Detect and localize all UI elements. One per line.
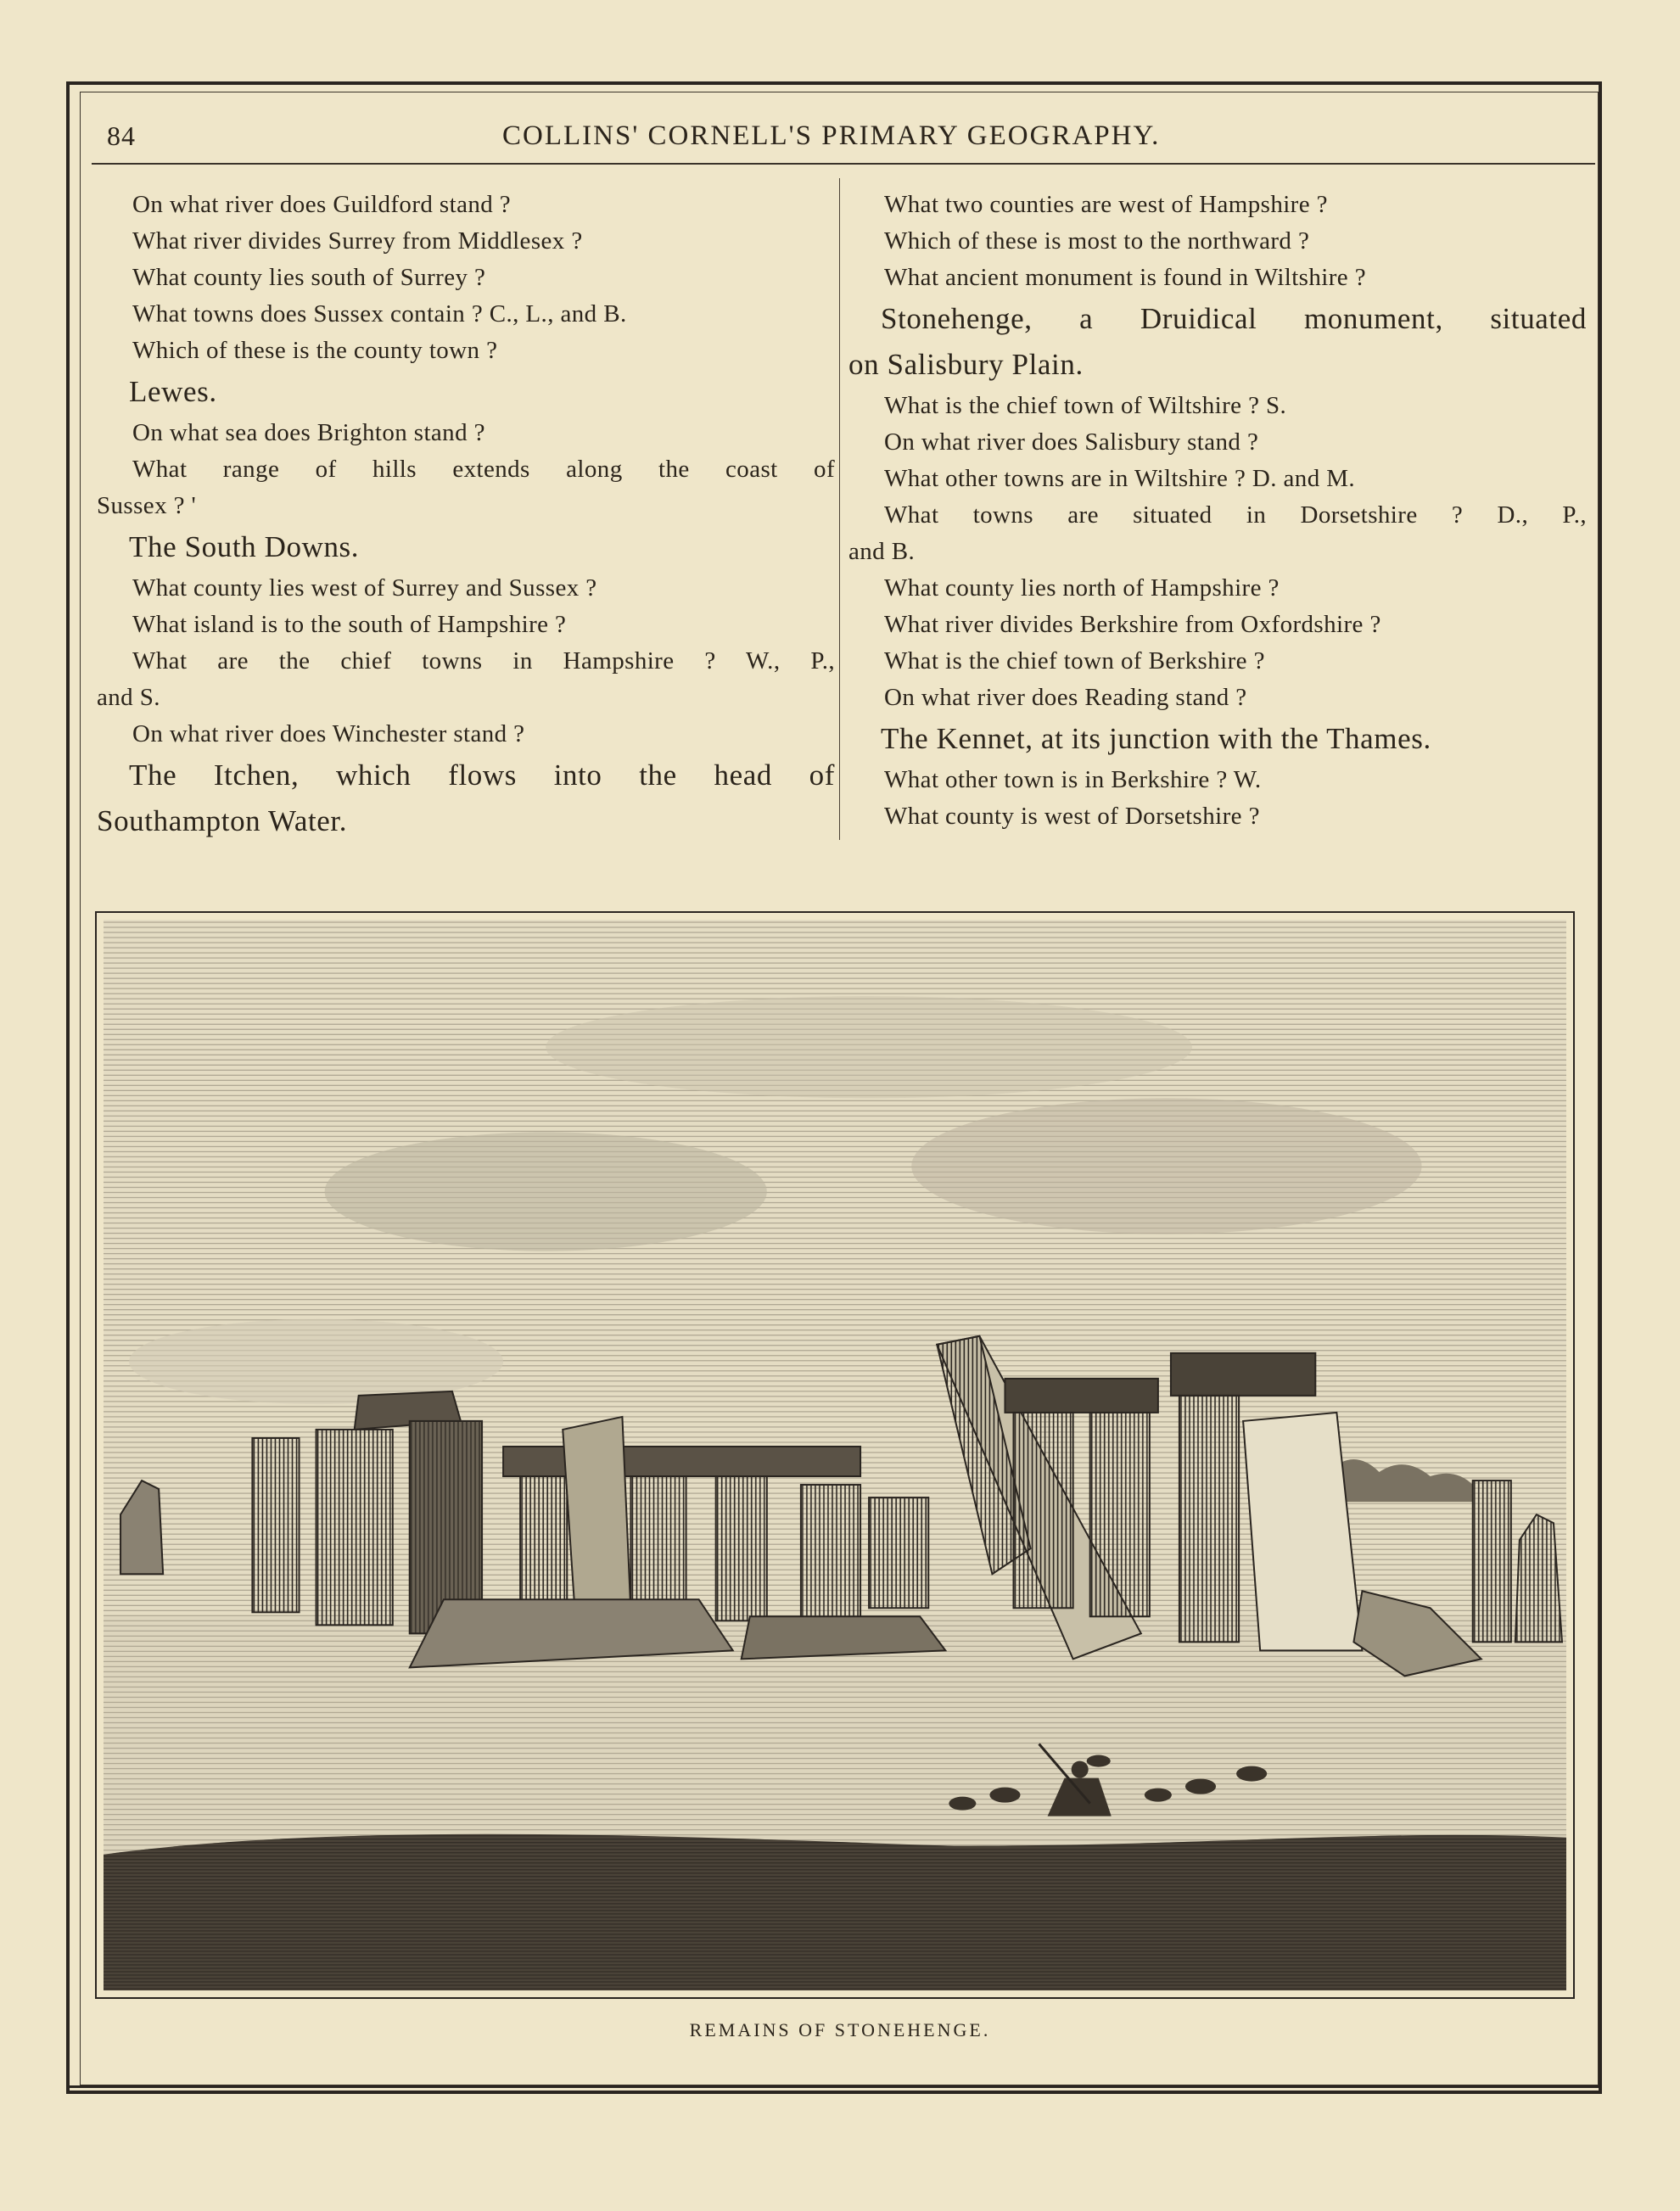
question-line: and B. — [848, 538, 916, 565]
question-line: Which of these is most to the northward ? — [884, 227, 1310, 255]
page-number: 84 — [107, 120, 136, 151]
question-line: What is the chief town of Wiltshire ? S. — [884, 392, 1287, 419]
question-line: and S. — [97, 684, 160, 711]
question-line: What county lies north of Hampshire ? — [884, 574, 1280, 602]
running-title: COLLINS' CORNELL'S PRIMARY GEOGRAPHY. — [502, 120, 1161, 151]
question-line: What are the chief towns in Hampshire ? W., P., — [132, 647, 835, 674]
question-line: Sussex ? ' — [97, 492, 197, 519]
question-line: What river divides Berkshire from Oxfordshire ? — [884, 611, 1381, 638]
question-line: Which of these is the county town ? — [132, 337, 498, 364]
question-line: What towns are situated in Dorsetshire ? D., P., — [884, 501, 1587, 529]
question-line: On what river does Reading stand ? — [884, 684, 1247, 711]
stonehenge-engraving — [95, 911, 1575, 1999]
question-line: What county is west of Dorsetshire ? — [884, 803, 1260, 830]
answer-line: on Salisbury Plain. — [848, 348, 1084, 381]
answer-line: The Kennet, at its junction with the Thames. — [881, 722, 1431, 755]
answer-line: The South Downs. — [129, 530, 360, 563]
question-line: On what river does Guildford stand ? — [132, 191, 512, 218]
cloud — [546, 996, 1192, 1098]
cloud — [325, 1132, 767, 1251]
question-line: On what river does Winchester stand ? — [132, 720, 525, 747]
figure-caption: REMAINS OF STONEHENGE. — [689, 2019, 991, 2040]
question-line: On what river does Salisbury stand ? — [884, 428, 1259, 456]
column-divider — [839, 178, 840, 840]
question-line: What range of hills extends along the coast of — [132, 456, 835, 483]
cloud — [911, 1098, 1421, 1234]
header-rule — [92, 163, 1595, 165]
answer-line: The Itchen, which flows into the head of — [129, 758, 835, 792]
question-line: What ancient monument is found in Wiltshire ? — [884, 264, 1366, 291]
question-line: What river divides Surrey from Middlesex ? — [132, 227, 583, 255]
question-line: What county lies west of Surrey and Sussex ? — [132, 574, 597, 602]
left-column — [97, 187, 835, 844]
question-line: What other town is in Berkshire ? W. — [884, 766, 1262, 793]
answer-line: Stonehenge, a Druidical monument, situated — [881, 302, 1587, 335]
question-line: What two counties are west of Hampshire ? — [884, 191, 1328, 218]
answer-line: Lewes. — [129, 375, 217, 408]
question-line: What other towns are in Wiltshire ? D. and M. — [884, 465, 1356, 492]
question-line: What towns does Sussex contain ? C., L., and B. — [132, 300, 627, 327]
question-line: What is the chief town of Berkshire ? — [884, 647, 1265, 674]
question-line: What county lies south of Surrey ? — [132, 264, 486, 291]
question-line: What island is to the south of Hampshire ? — [132, 611, 567, 638]
page-header — [104, 114, 1597, 161]
answer-line: Southampton Water. — [97, 804, 348, 837]
question-line: On what sea does Brighton stand ? — [132, 419, 485, 446]
bottom-rule — [68, 2085, 1602, 2088]
stonehenge-illustration — [104, 920, 1566, 1990]
right-column — [848, 187, 1587, 835]
